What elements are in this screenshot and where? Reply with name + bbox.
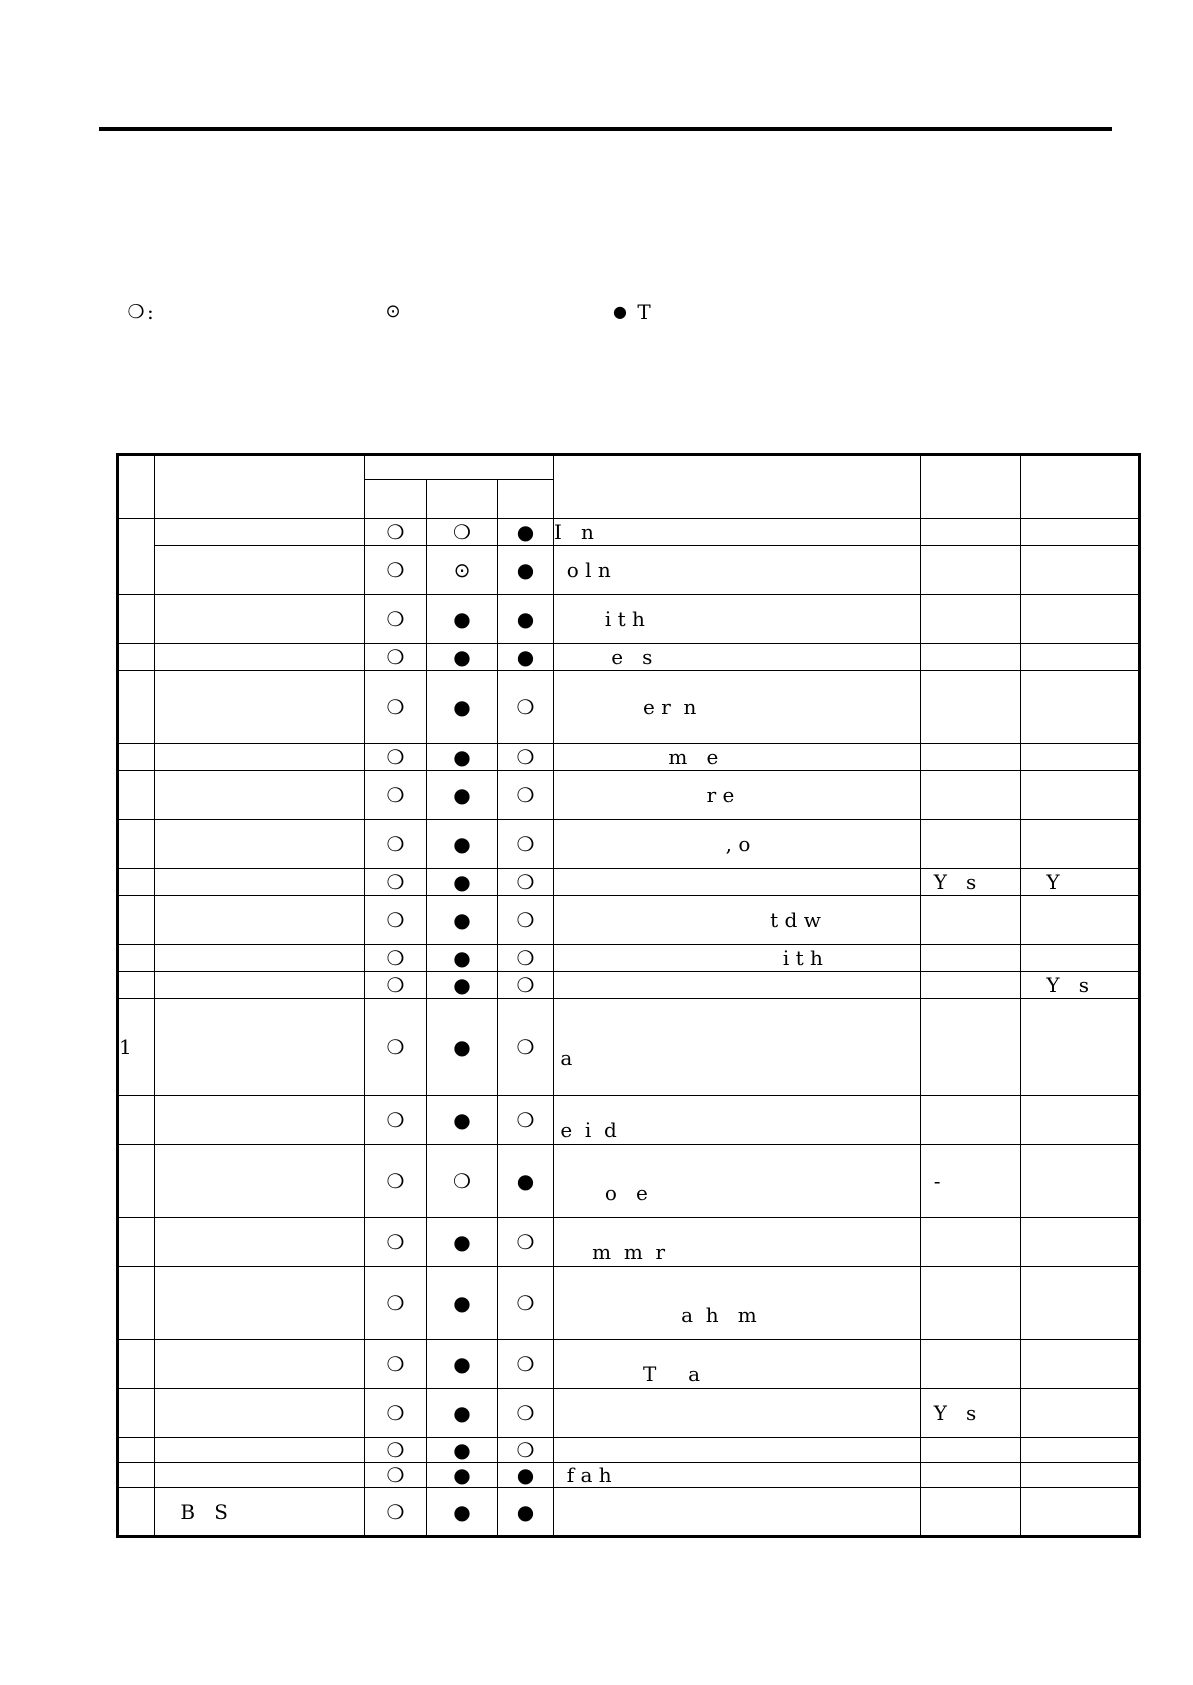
status-symbol-1: ❍ [365,595,427,644]
status-symbol-2: ● [427,820,498,869]
row-description: r e [554,771,921,820]
row-description: I n [554,519,921,546]
status-symbol-1: ❍ [365,1463,427,1488]
header-cell-status-2 [427,480,498,519]
row-col6 [1021,744,1140,771]
row-col5 [921,546,1021,595]
status-symbol-3: ❍ [498,896,554,945]
row-item [155,1218,365,1267]
table-row [118,1438,1140,1463]
table-row [118,1340,1140,1389]
row-col6 [1021,644,1140,671]
table-row [118,1267,1140,1340]
table-row [118,1218,1140,1267]
row-number [118,1488,155,1537]
row-description: o l n [554,546,921,595]
row-col5 [921,1463,1021,1488]
table-row [118,595,1140,644]
status-symbol-2: ● [427,644,498,671]
row-item [155,972,365,999]
row-item [155,1267,365,1340]
table-row [118,519,1140,546]
row-col6 [1021,999,1140,1096]
row-item [155,519,365,546]
status-symbol-2: ● [427,869,498,896]
row-col6 [1021,671,1140,744]
data-table [116,453,1141,1538]
row-item [155,1340,365,1389]
row-number [118,644,155,671]
status-symbol-1: ❍ [365,820,427,869]
row-item [155,1463,365,1488]
status-symbol-1: ❍ [365,1389,427,1438]
status-symbol-3: ❍ [498,1340,554,1389]
status-symbol-3: ❍ [498,945,554,972]
status-symbol-1: ❍ [365,1145,427,1218]
status-symbol-2: ● [427,1488,498,1537]
status-symbol-2: ❍ [427,1145,498,1218]
legend-filled-text: T [631,300,651,324]
table-row [118,869,1140,896]
status-symbol-2: ● [427,1463,498,1488]
status-symbol-1: ❍ [365,972,427,999]
row-item [155,869,365,896]
status-symbol-2: ⊙ [427,546,498,595]
row-description [554,869,921,896]
status-symbol-3: ● [498,546,554,595]
header-cell-status-group [365,455,554,480]
table-row [118,1463,1140,1488]
status-symbol-2: ● [427,999,498,1096]
status-symbol-1: ❍ [365,1267,427,1340]
status-symbol-3: ❍ [498,744,554,771]
status-symbol-1: ❍ [365,671,427,744]
dotted-circle-icon: ⊙ [385,301,401,322]
header-cell-status-1 [365,480,427,519]
legend-open-circle [125,298,154,326]
row-description: , o [554,820,921,869]
row-col5 [921,1267,1021,1340]
row-col6 [1021,1438,1140,1463]
table-row [118,771,1140,820]
status-symbol-3: ❍ [498,1389,554,1438]
row-col5 [921,1488,1021,1537]
row-item [155,744,365,771]
row-col6 [1021,820,1140,869]
row-col6 [1021,595,1140,644]
row-number [118,1267,155,1340]
row-col6 [1021,546,1140,595]
table-row [118,744,1140,771]
table-row [118,546,1140,595]
row-description [554,1438,921,1463]
row-description: t d w [554,896,921,945]
row-item [155,1438,365,1463]
header-cell-item [155,455,365,519]
row-description: i t h [554,595,921,644]
status-symbol-1: ❍ [365,945,427,972]
row-number [118,945,155,972]
row-description: f a h [554,1463,921,1488]
table-row [118,1096,1140,1145]
row-number [118,744,155,771]
row-item [155,999,365,1096]
row-col6 [1021,1340,1140,1389]
row-col6 [1021,771,1140,820]
row-col5 [921,972,1021,999]
row-description: o e [554,1145,921,1218]
row-col5 [921,644,1021,671]
status-symbol-1: ❍ [365,644,427,671]
row-col5 [921,771,1021,820]
row-col6 [1021,1096,1140,1145]
status-symbol-1: ❍ [365,1218,427,1267]
status-symbol-3: ❍ [498,999,554,1096]
status-symbol-3: ● [498,1145,554,1218]
row-col5: - [921,1145,1021,1218]
row-col6 [1021,1488,1140,1537]
row-col5 [921,1340,1021,1389]
row-item [155,595,365,644]
row-item [155,1096,365,1145]
row-col5 [921,1218,1021,1267]
row-number [118,519,155,595]
status-symbol-2: ● [427,1340,498,1389]
row-item [155,771,365,820]
open-circle-icon: ❍ [127,301,145,323]
status-symbol-2: ● [427,1267,498,1340]
row-item [155,671,365,744]
status-symbol-2: ❍ [427,519,498,546]
table-row [118,999,1140,1096]
status-symbol-2: ● [427,945,498,972]
row-col5 [921,1438,1021,1463]
row-col5 [921,671,1021,744]
row-description: e s [554,644,921,671]
status-symbol-3: ❍ [498,972,554,999]
header-row-top [118,455,1140,480]
status-symbol-3: ❍ [498,1218,554,1267]
row-description: T a [554,1340,921,1389]
header-cell-description [554,455,921,519]
status-symbol-3: ❍ [498,869,554,896]
row-description: i t h [554,945,921,972]
status-symbol-3: ❍ [498,771,554,820]
row-item [155,1389,365,1438]
row-item [155,945,365,972]
row-col5 [921,519,1021,546]
status-symbol-2: ● [427,671,498,744]
row-number: 1 [118,999,155,1096]
row-number [118,869,155,896]
row-number [118,1389,155,1438]
status-symbol-3: ❍ [498,1438,554,1463]
status-symbol-1: ❍ [365,1438,427,1463]
table-row [118,1488,1140,1537]
status-symbol-2: ● [427,595,498,644]
filled-circle-icon: ● [613,302,627,321]
status-symbol-2: ● [427,972,498,999]
row-col5 [921,999,1021,1096]
status-symbol-3: ● [498,644,554,671]
legend-filled-circle [609,298,651,326]
status-symbol-3: ● [498,519,554,546]
row-description: m m r [554,1218,921,1267]
legend-open-text: : [147,300,154,324]
table-row [118,972,1140,999]
row-col6 [1021,1218,1140,1267]
status-symbol-2: ● [427,744,498,771]
header-cell-number [118,455,155,519]
table-row [118,945,1140,972]
row-description: a [554,999,921,1096]
status-symbol-3: ❍ [498,1267,554,1340]
status-symbol-2: ● [427,771,498,820]
status-symbol-1: ❍ [365,896,427,945]
row-col6 [1021,1463,1140,1488]
header-cell-col5 [921,455,1021,519]
row-col6 [1021,945,1140,972]
status-symbol-3: ● [498,1488,554,1537]
status-symbol-3: ❍ [498,1096,554,1145]
status-symbol-1: ❍ [365,1488,427,1537]
row-description: e i d [554,1096,921,1145]
row-col5 [921,896,1021,945]
row-number [118,1218,155,1267]
table-row [118,1389,1140,1438]
row-col5 [921,1096,1021,1145]
status-symbol-1: ❍ [365,999,427,1096]
row-description: a h m [554,1267,921,1340]
row-col5 [921,945,1021,972]
row-number [118,820,155,869]
table-row [118,820,1140,869]
row-col6 [1021,1145,1140,1218]
table-row [118,644,1140,671]
status-symbol-2: ● [427,1389,498,1438]
row-number [118,771,155,820]
row-item [155,1145,365,1218]
row-item: B S [155,1488,365,1537]
row-number [118,1438,155,1463]
row-col6 [1021,1389,1140,1438]
row-col5: Y s [921,869,1021,896]
row-number [118,1463,155,1488]
status-symbol-2: ● [427,1438,498,1463]
status-symbol-2: ● [427,1218,498,1267]
status-symbol-3: ● [498,1463,554,1488]
status-symbol-1: ❍ [365,519,427,546]
status-symbol-2: ● [427,896,498,945]
legend-dotted-circle [382,298,404,326]
row-col5: Y s [921,1389,1021,1438]
row-description: m e [554,744,921,771]
header-cell-status-3 [498,480,554,519]
row-item [155,546,365,595]
row-number [118,1340,155,1389]
status-symbol-1: ❍ [365,546,427,595]
status-symbol-3: ❍ [498,671,554,744]
status-symbol-2: ● [427,1096,498,1145]
row-description [554,1389,921,1438]
row-col6 [1021,1267,1140,1340]
row-number [118,1096,155,1145]
status-symbol-1: ❍ [365,771,427,820]
status-symbol-1: ❍ [365,744,427,771]
status-symbol-1: ❍ [365,869,427,896]
row-description [554,1488,921,1537]
status-symbol-3: ❍ [498,820,554,869]
row-item [155,896,365,945]
row-description [554,972,921,999]
status-symbol-3: ● [498,595,554,644]
row-col5 [921,595,1021,644]
row-item [155,820,365,869]
row-col6: Y s [1021,972,1140,999]
row-number [118,1145,155,1218]
status-symbol-1: ❍ [365,1340,427,1389]
row-number [118,972,155,999]
table-row [118,671,1140,744]
row-col5 [921,744,1021,771]
header-rule [99,127,1112,131]
table-row [118,896,1140,945]
row-description: e r n [554,671,921,744]
row-number [118,671,155,744]
status-symbol-1: ❍ [365,1096,427,1145]
row-col5 [921,820,1021,869]
row-col6: Y [1021,869,1140,896]
row-col6 [1021,896,1140,945]
row-number [118,896,155,945]
row-number [118,595,155,644]
table-row [118,1145,1140,1218]
header-cell-col6 [1021,455,1140,519]
row-col6 [1021,519,1140,546]
row-item [155,644,365,671]
